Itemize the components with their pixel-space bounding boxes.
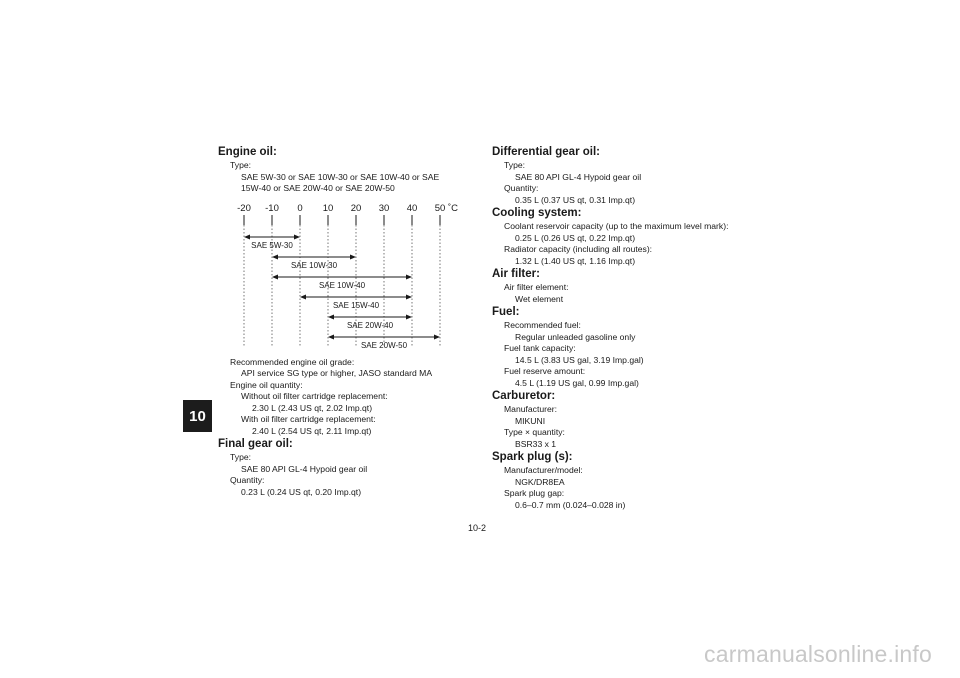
spark-plug-heading: Spark plug (s): [492,451,573,463]
final-gear-oil-quantity-label: Quantity: [230,475,265,485]
air-filter-element-label: Air filter element: [504,282,569,292]
arrow-left-icon [328,314,334,319]
spark-plug-model-value: NGK/DR8EA [515,476,565,487]
arrow-left-icon [272,254,278,259]
carburetor-manufacturer-value: MIKUNI [515,415,546,426]
air-filter-element-value: Wet element [515,293,564,304]
fuel-reserve-value: 4.5 L (1.19 US gal, 0.99 Imp.gal) [515,377,639,388]
engine-oil-grade-label: Recommended engine oil grade: [230,356,355,367]
arrow-right-icon [406,274,412,279]
arrow-left-icon [328,334,334,339]
series-label: SAE 20W-50 [360,340,408,350]
differential-gear-oil-heading: Differential gear oil: [492,146,600,158]
radiator-capacity-label: Radiator capacity (including all routes): [504,244,653,254]
differential-quantity-label: Quantity: [504,183,539,193]
arrow-left-icon [300,294,306,299]
fuel-tank-value: 14.5 L (3.83 US gal, 3.19 Imp.gal) [515,354,644,365]
spark-plug-gap-value: 0.6–0.7 mm (0.024–0.028 in) [515,499,626,510]
series-label: SAE 20W-40 [346,320,394,330]
without-filter-label: Without oil filter cartridge replacement: [241,391,388,401]
arrow-right-icon [350,254,356,259]
arrow-left-icon [244,234,250,239]
engine-oil-heading: Engine oil: [218,146,277,158]
right-column [492,145,762,511]
tick-label: 0 [297,202,303,214]
carburetor-type-value: BSR33 x 1 [515,438,557,449]
left-column [218,145,468,498]
tick-label: 50 [434,202,446,214]
differential-type-label: Type: [504,160,526,170]
fuel-heading: Fuel: [492,306,520,318]
engine-oil-type-value: SAE 5W-30 or SAE 10W-30 or SAE 10W-40 or SAE 15W-40 or SAE 20W-40 or SAE 20W-50 [241,171,440,193]
final-gear-oil-heading: Final gear oil: [218,438,293,450]
tick-label: -20 [237,202,251,214]
coolant-reservoir-value: 0.25 L (0.26 US qt, 0.22 Imp.qt) [515,232,636,243]
tick-label: 10 [322,202,334,214]
arrow-right-icon [434,334,440,339]
spark-plug-gap-label: Spark plug gap: [504,488,565,498]
arrow-right-icon [294,234,300,239]
differential-type-value: SAE 80 API GL-4 Hypoid gear oil [515,171,642,182]
oil-viscosity-chart [218,199,468,351]
carburetor-type-label: Type × quantity: [504,427,565,437]
cooling-system-heading: Cooling system: [492,207,582,219]
differential-quantity-value: 0.35 L (0.37 US qt, 0.31 Imp.qt) [515,194,636,205]
final-gear-oil-quantity-value: 0.23 L (0.24 US qt, 0.20 Imp.qt) [241,486,362,497]
tick-label: -10 [265,202,279,214]
spark-plug-model-label: Manufacturer/model: [504,465,583,475]
tick-label: 30 [378,202,390,214]
series-label: SAE 15W-40 [332,300,380,310]
coolant-reservoir-label: Coolant reservoir capacity (up to the maximum level mark): [504,221,729,231]
oil-viscosity-chart-svg [218,199,468,351]
series-label: SAE 5W-30 [251,240,293,250]
carburetor-manufacturer-label: Manufacturer: [504,404,558,414]
with-filter-value: 2.40 L (2.54 US qt, 2.11 Imp.qt) [252,425,372,436]
without-filter-value: 2.30 L (2.43 US qt, 2.02 Imp.qt) [252,402,373,413]
series-label: SAE 10W-30 [290,260,338,270]
arrow-left-icon [272,274,278,279]
arrow-right-icon [406,294,412,299]
radiator-capacity-value: 1.32 L (1.40 US qt, 1.16 Imp.qt) [515,255,636,266]
final-gear-oil-type-label: Type: [230,452,252,462]
fuel-tank-label: Fuel tank capacity: [504,343,576,353]
engine-oil-quantity-label: Engine oil quantity: [230,379,303,390]
tick-label: 40 [406,202,418,214]
air-filter-heading: Air filter: [492,268,540,280]
recommended-fuel-label: Recommended fuel: [504,320,581,330]
with-filter-label: With oil filter cartridge replacement: [241,414,376,424]
unit-label: ˚C [448,202,459,214]
carburetor-heading: Carburetor: [492,390,556,402]
fuel-reserve-label: Fuel reserve amount: [504,366,586,376]
engine-oil-grade-value: API service SG type or higher, JASO standard MA [241,368,433,378]
final-gear-oil-type-value: SAE 80 API GL-4 Hypoid gear oil [241,463,368,474]
series-label: SAE 10W-40 [318,280,366,290]
recommended-fuel-value: Regular unleaded gasoline only [515,331,636,342]
engine-oil-type-label: Type: [230,160,252,170]
arrow-right-icon [406,314,412,319]
watermark: carmanualsonline.info [704,641,932,667]
page-number: 10-2 [468,523,487,533]
section-tab: 10 [183,400,212,432]
tick-label: 20 [350,202,362,214]
